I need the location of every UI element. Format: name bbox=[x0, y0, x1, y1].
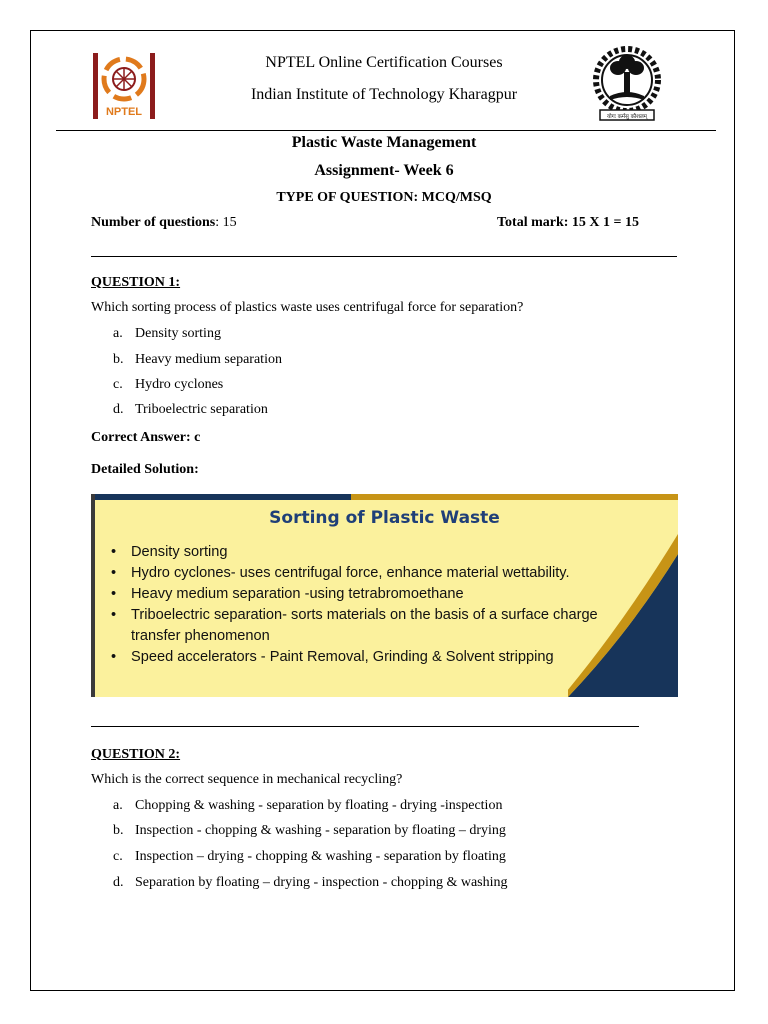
iit-logo-motto: योगः कर्मसु कौशलम् bbox=[607, 114, 647, 120]
assignment-title: Assignment- Week 6 bbox=[314, 162, 454, 179]
slide-title: Sorting of Plastic Waste bbox=[269, 508, 500, 528]
slide-bullet-item: • Triboelectric separation- sorts materials on the basis of a surface charge transfer phenomenon bbox=[111, 607, 598, 644]
q1-option-a: a. Density sorting bbox=[113, 326, 221, 341]
slide-bullet-item: • Heavy medium separation -using tetrabromoethane bbox=[109, 584, 651, 605]
question-2-heading: QUESTION 2: bbox=[91, 747, 181, 762]
section-divider bbox=[91, 726, 639, 727]
q2-option-b: b. Inspection - chopping & washing - separation by floating – drying bbox=[113, 823, 506, 838]
slide-bullet-item: • Density sorting bbox=[109, 542, 651, 563]
q2-option-c: c. Inspection – drying - chopping & washing - separation by floating bbox=[113, 849, 506, 864]
header-line-2: Indian Institute of Technology Kharagpur bbox=[250, 86, 518, 103]
header-line-1: NPTEL Online Certification Courses bbox=[265, 54, 503, 71]
question-type: TYPE OF QUESTION: MCQ/MSQ bbox=[276, 190, 492, 205]
solution-slide bbox=[91, 494, 678, 697]
slide-bullet-list bbox=[109, 542, 651, 668]
q1-solution-label: Detailed Solution: bbox=[91, 462, 199, 477]
q1-option-d: d. Triboelectric separation bbox=[113, 402, 268, 417]
question-1-text: Which sorting process of plastics waste uses centrifugal force for separation? bbox=[91, 300, 524, 315]
question-2-text: Which is the correct sequence in mechanical recycling? bbox=[91, 772, 403, 787]
slide-bullet-item: • Hydro cyclones- uses centrifugal force, enhance material wettability. bbox=[109, 563, 651, 584]
bullet-icon: • bbox=[111, 607, 117, 623]
q1-option-b: b. Heavy medium separation bbox=[113, 352, 282, 367]
header-divider bbox=[56, 130, 716, 131]
nptel-logo-text: NPTEL bbox=[105, 106, 143, 118]
question-1-heading: QUESTION 1: bbox=[91, 275, 181, 290]
q1-correct-answer: Correct Answer: c bbox=[91, 430, 201, 445]
slide-top-band-dark bbox=[91, 494, 351, 500]
section-divider bbox=[91, 256, 677, 257]
bullet-icon: • bbox=[111, 586, 117, 602]
number-of-questions: Number of questions: 15 bbox=[91, 215, 237, 230]
bullet-icon: • bbox=[111, 565, 117, 581]
bullet-icon: • bbox=[111, 544, 117, 560]
q1-option-c: c. Hydro cyclones bbox=[113, 377, 224, 392]
bullet-icon: • bbox=[111, 649, 117, 665]
iit-kharagpur-logo bbox=[592, 42, 662, 129]
course-title: Plastic Waste Management bbox=[291, 134, 477, 151]
slide-bullet-item: • Speed accelerators - Paint Removal, Grinding & Solvent stripping bbox=[109, 647, 651, 668]
q2-option-d: d. Separation by floating – drying - inspection - chopping & washing bbox=[113, 875, 508, 890]
q2-option-a: a. Chopping & washing - separation by floating - drying -inspection bbox=[113, 798, 503, 813]
total-mark: Total mark: 15 X 1 = 15 bbox=[497, 215, 640, 230]
